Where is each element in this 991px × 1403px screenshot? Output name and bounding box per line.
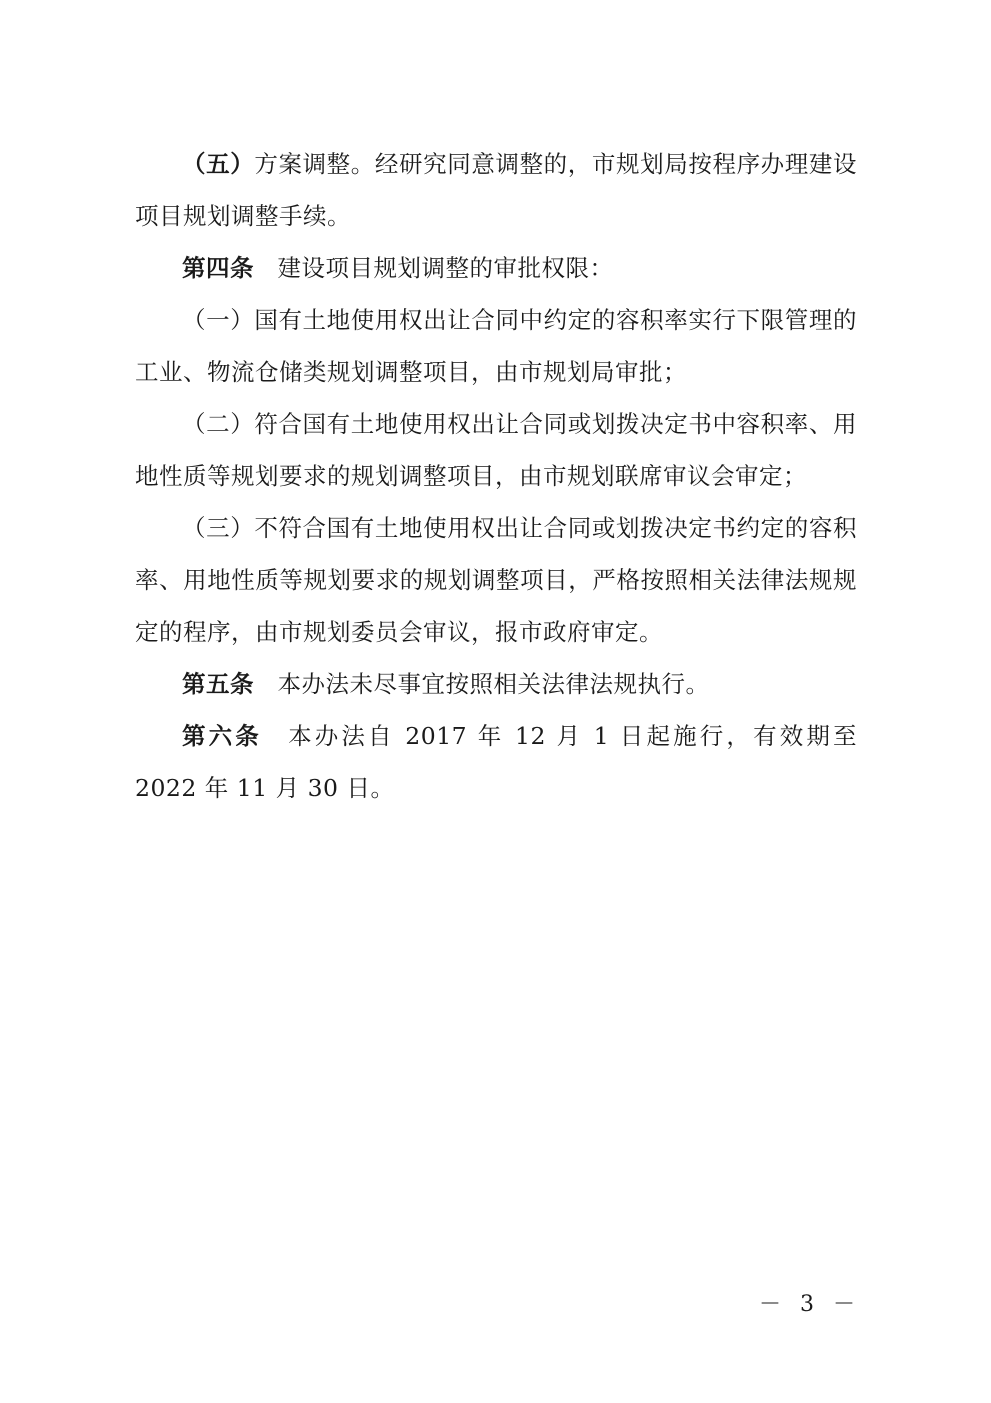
- article-4-item-2: [135, 398, 857, 502]
- page-number: － 3 －: [759, 1292, 861, 1317]
- paragraph-scheme-adjustment: [135, 138, 857, 242]
- document-body: [135, 138, 857, 814]
- article-6: [135, 710, 857, 814]
- paragraph-text: （二）符合国有土地使用权出让合同或划拨决定书中容积率、用地性质等规划要求的规划调整项目，由市规划联席审议会审定；: [135, 410, 857, 490]
- paragraph-text: （三）不符合国有土地使用权出让合同或划拨决定书约定的容积率、用地性质等规划要求的规划调整项目，严格按照相关法律法规规定的程序，由市规划委员会审议，报市政府审定。: [135, 514, 857, 646]
- paragraph-lead: （五）: [182, 150, 255, 178]
- article-4-heading: [135, 242, 857, 294]
- paragraph-text: （一）国有土地使用权出让合同中约定的容积率实行下限管理的工业、物流仓储类规划调整项目，由市规划局审批；: [135, 306, 857, 386]
- article-6-text: 本办法自 2017 年 12 月 1 日起施行，有效期至 2022 年 11 月 30 日。: [135, 722, 858, 802]
- article-4-label: 第四条: [182, 254, 254, 282]
- article-4-item-3: [135, 502, 857, 658]
- article-4-text: 建设项目规划调整的审批权限：: [277, 254, 614, 282]
- article-6-label: 第六条: [182, 722, 262, 750]
- article-4-item-1: [135, 294, 857, 398]
- article-5-text: 本办法未尽事宜按照相关法律法规执行。: [277, 670, 710, 698]
- article-5-label: 第五条: [182, 670, 254, 698]
- paragraph-text: 方案调整。经研究同意调整的，市规划局按程序办理建设项目规划调整手续。: [135, 150, 858, 230]
- article-5: [135, 658, 857, 710]
